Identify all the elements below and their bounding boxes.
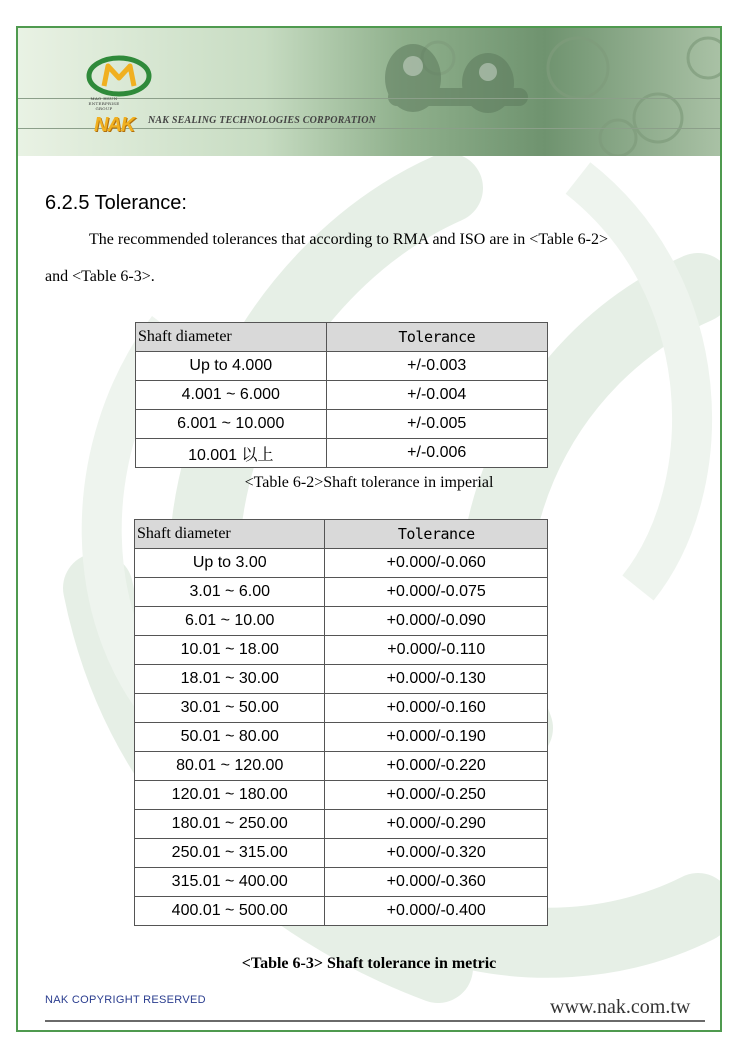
tolerance-cell: +/-0.003 [326,352,547,381]
table-row [135,636,548,665]
table-row [135,781,548,810]
table-6-3-caption: <Table 6-3> Shaft tolerance in metric [241,955,497,972]
tolerance-cell: +0.000/-0.250 [325,781,548,810]
table-row [135,549,548,578]
table-row [135,578,548,607]
column-header-shaft-diameter: Shaft diameter [136,323,327,352]
tolerance-cell: +/-0.004 [326,381,547,410]
tolerance-cell: +0.000/-0.320 [325,839,548,868]
tolerance-cell: +0.000/-0.130 [325,665,548,694]
table-row [135,607,548,636]
table-row [135,723,548,752]
metric-tolerance-table [134,519,548,926]
shaft-diameter-cell: 6.001 ~ 10.000 [136,410,327,439]
tolerance-cell: +0.000/-0.110 [325,636,548,665]
footer-rule [45,1020,705,1022]
tolerance-cell: +/-0.006 [326,439,547,468]
table-header-row [136,323,548,352]
header-banner [18,28,720,156]
table-row [136,410,548,439]
tolerance-cell: +0.000/-0.075 [325,578,548,607]
shaft-diameter-cell: 180.01 ~ 250.00 [135,810,325,839]
intro-paragraph-line1: The recommended tolerances that according to RMA and ISO are in <Table 6-2> [89,231,608,248]
shaft-diameter-cell: 80.01 ~ 120.00 [135,752,325,781]
copyright-notice: NAK COPYRIGHT RESERVED [45,994,206,1006]
column-header-tolerance: Tolerance [326,323,547,352]
table-row [136,352,548,381]
table-row [135,897,548,926]
table-header-row [135,520,548,549]
shaft-diameter-cell: 250.01 ~ 315.00 [135,839,325,868]
company-name: NAK SEALING TECHNOLOGIES CORPORATION [148,115,377,126]
shaft-diameter-cell: Up to 3.00 [135,549,325,578]
tolerance-cell: +0.000/-0.220 [325,752,548,781]
tolerance-cell: +0.000/-0.290 [325,810,548,839]
shaft-diameter-cell: Up to 4.000 [136,352,327,381]
shaft-diameter-cell: 400.01 ~ 500.00 [135,897,325,926]
shaft-diameter-cell: 315.01 ~ 400.00 [135,868,325,897]
shaft-diameter-cell: 10.001 以上 [136,439,327,468]
section-title: 6.2.5 Tolerance: [45,192,187,214]
tolerance-cell: +0.000/-0.160 [325,694,548,723]
tolerance-cell: +0.000/-0.190 [325,723,548,752]
tolerance-cell: +/-0.005 [326,410,547,439]
shaft-diameter-cell: 50.01 ~ 80.00 [135,723,325,752]
table-row [135,665,548,694]
column-header-shaft-diameter: Shaft diameter [135,520,325,549]
shaft-diameter-cell: 10.01 ~ 18.00 [135,636,325,665]
imperial-tolerance-table [135,322,548,468]
shaft-diameter-cell: 6.01 ~ 10.00 [135,607,325,636]
shaft-diameter-cell: 30.01 ~ 50.00 [135,694,325,723]
nak-brand-mark: NAK [94,114,135,136]
mao-hsun-logo-icon [84,54,154,100]
intro-paragraph-line2: and <Table 6-3>. [45,268,155,285]
table-row [135,868,548,897]
shaft-diameter-cell: 18.01 ~ 30.00 [135,665,325,694]
table-row [135,752,548,781]
logo-small-text: MAO HSUN ENTERPRISE GROUP [88,96,120,111]
table-row [135,839,548,868]
table-row [136,439,548,468]
tolerance-cell: +0.000/-0.360 [325,868,548,897]
table-row [136,381,548,410]
tolerance-cell: +0.000/-0.060 [325,549,548,578]
shaft-diameter-cell: 120.01 ~ 180.00 [135,781,325,810]
shaft-diameter-cell: 4.001 ~ 6.000 [136,381,327,410]
tolerance-cell: +0.000/-0.090 [325,607,548,636]
column-header-tolerance: Tolerance [325,520,548,549]
table-row [135,810,548,839]
table-row [135,694,548,723]
shaft-diameter-cell: 3.01 ~ 6.00 [135,578,325,607]
tolerance-cell: +0.000/-0.400 [325,897,548,926]
page-frame [16,26,722,1032]
website-url[interactable]: www.nak.com.tw [550,996,691,1018]
table-6-2-caption: <Table 6-2>Shaft tolerance in imperial [244,474,494,491]
